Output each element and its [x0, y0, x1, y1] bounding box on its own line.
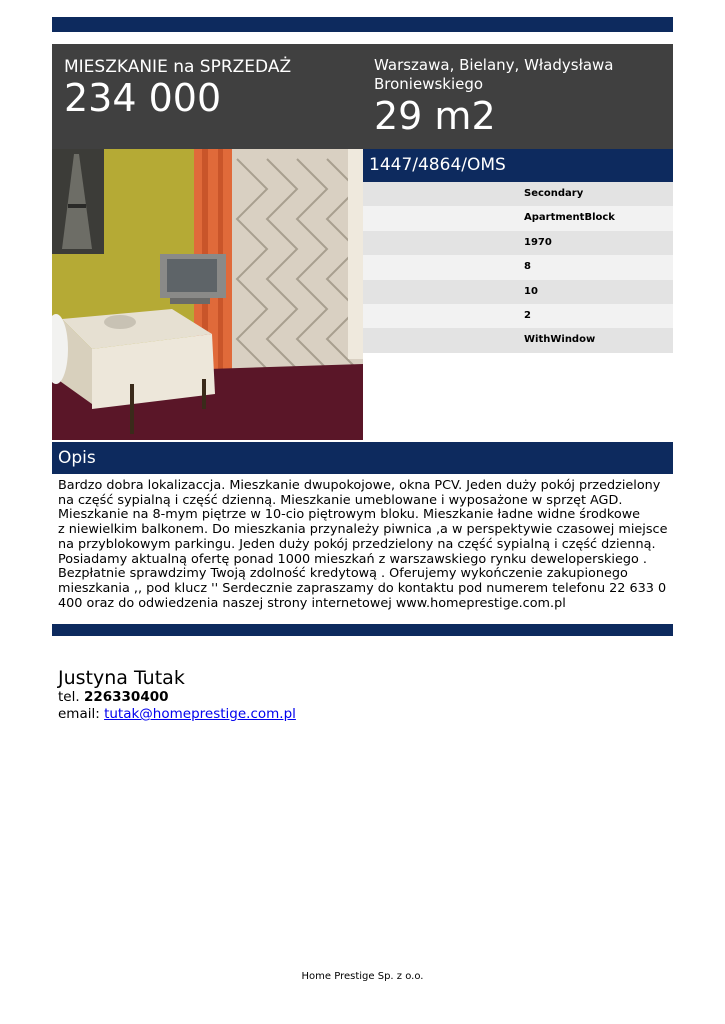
property-building-type: ApartmentBlock: [363, 206, 673, 230]
property-floors-total: 10: [363, 280, 673, 304]
top-decor-bar: [52, 17, 673, 32]
listing-address: Warszawa, Bielany, Władysława Broniewskiego: [374, 56, 614, 93]
agent-name: Justyna Tutak: [58, 667, 185, 689]
property-rooms: 2: [363, 304, 673, 328]
listing-type: MIESZKANIE na SPRZEDAŻ: [64, 57, 292, 77]
property-list: [363, 182, 673, 353]
description-heading: Opis: [52, 442, 673, 474]
property-floor: 8: [363, 255, 673, 279]
property-kitchen: WithWindow: [363, 328, 673, 352]
listing-price: 234 000: [64, 76, 222, 120]
reference-number: 1447/4864/OMS: [363, 149, 673, 182]
property-build-year: 1970: [363, 231, 673, 255]
agent-phone: [58, 689, 169, 705]
email-label: email:: [58, 706, 100, 722]
listing-header: [52, 44, 673, 149]
email-link[interactable]: tutak@homeprestige.com.pl: [104, 706, 296, 722]
phone-number: 226330400: [83, 689, 169, 705]
agent-email: [58, 706, 296, 722]
description-text: Bardzo dobra lokalizaccja. Mieszkanie dwupokojowe, okna PCV. Jeden duży pokój przedzielony na część sypialną i część dzienną. Mieszkanie umeblowane i wyposażone w sprzęt AGD. Mieszkanie na 8-mym piętrze w 10-cio piętrowym bloku. Mieszkanie ładne widne środkowe z niewielkim balkonem. Do mieszkania przynależy piwnica ,a w perspektywie czasowej miejsce na przyblokowym parkingu. Jeden duży pokój przedzielony na część sypialną i część dzienną. Posiadamy aktualną ofertę ponad 1000 mieszkań z warszawskiego rynku deweloperskiego . Bezpłatnie sprawdzimy Twoją zdolność kredytową . Oferujemy wykończenie zakupionego mieszkania ,, pod klucz '' Serdecznie zapraszamy do kontaktu pod numerem telefonu 22 633 0 400 oraz do odwiedzenia naszej strony internetowej www.homeprestige.com.pl: [58, 478, 668, 611]
property-market: Secondary: [363, 182, 673, 206]
listing-area: 29 m2: [374, 94, 496, 138]
footer-company: Home Prestige Sp. z o.o.: [301, 971, 424, 982]
apartment-photo: [52, 149, 363, 440]
phone-label: tel.: [58, 689, 80, 705]
bottom-decor-bar: [52, 624, 673, 636]
